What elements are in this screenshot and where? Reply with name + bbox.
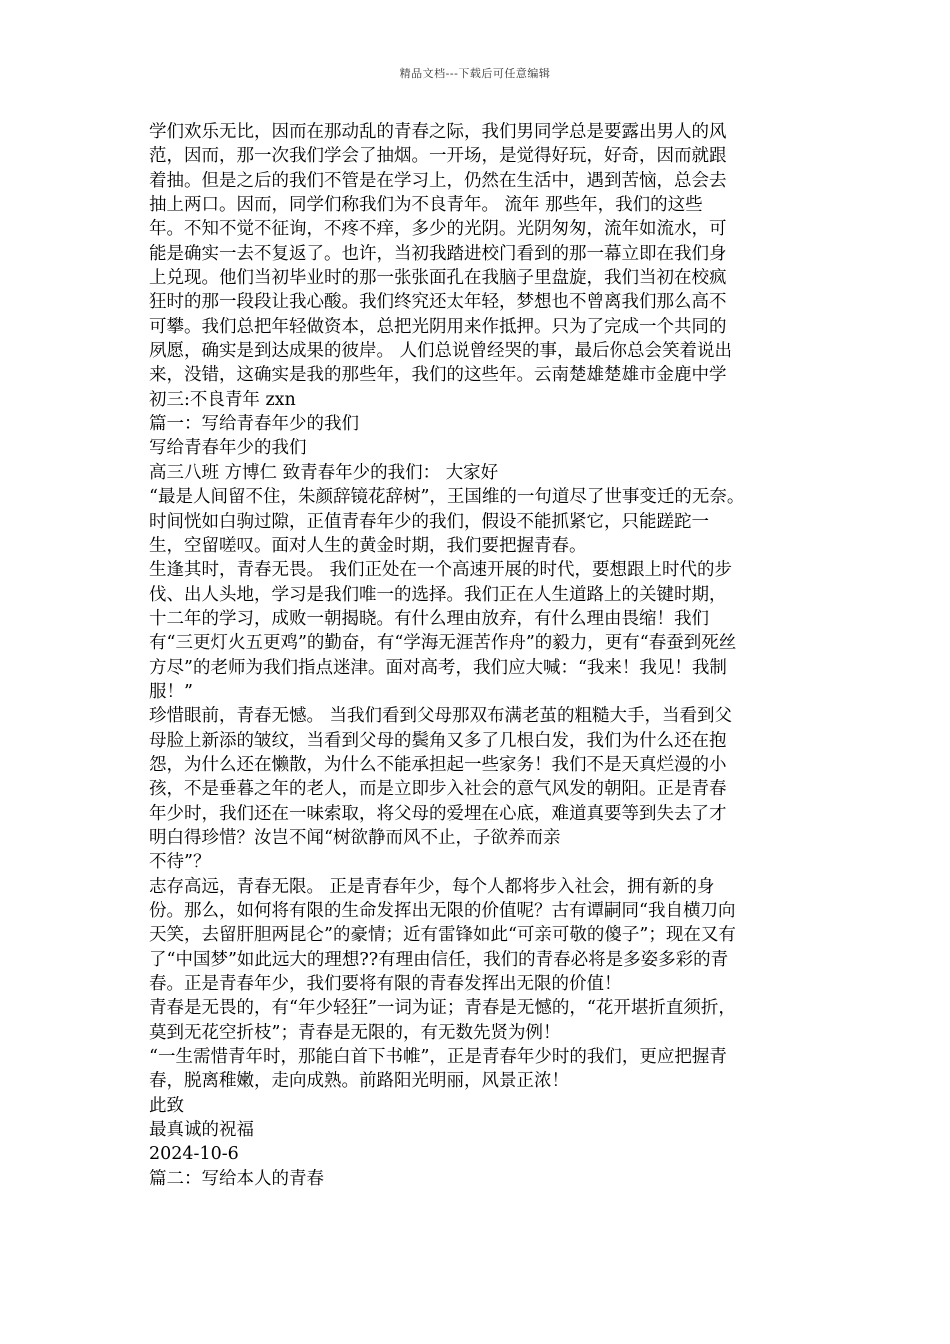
body-text-line: 志存高远，青春无限。 正是青春年少，每个人都将步入社会，拥有新的身 — [149, 876, 715, 897]
body-text-line: 此致 — [149, 1095, 184, 1116]
body-text-line: 来，没错，这确实是我的那些年，我们的这些年。云南楚雄楚雄市金鹿中学 — [149, 365, 727, 386]
body-text-line: 篇二：写给本人的青春 — [149, 1168, 324, 1189]
body-text-line: 夙愿，确实是到达成果的彼岸。 人们总说曾经哭的事，最后你总会笑着说出 — [149, 341, 733, 362]
body-text-line: 着抽。但是之后的我们不管是在学习上，仍然在生活中，遇到苦恼，总会去 — [149, 170, 727, 191]
body-text-line: 莫到无花空折枝”；青春是无限的，有无数先贤为例！ — [149, 1022, 561, 1043]
body-text-line: 方尽”的老师为我们指点迷津。面对高考，我们应大喊：“我来！我见！我制 — [149, 657, 727, 678]
body-text-line: 高三八班 方博仁 致青春年少的我们： 大家好 — [149, 462, 499, 483]
body-text-line: 年。不知不觉不征询，不疼不痒，多少的光阴。光阴匆匆，流年如流水，可 — [149, 219, 727, 240]
body-text-line: 份。那么，如何将有限的生命发挥出无限的价值呢？古有谭嗣同“我自横刀向 — [149, 901, 736, 921]
body-text-line: “一生需惜青年时，那能白首下书帷”，正是青春年少时的我们，更应把握青 — [149, 1047, 727, 1068]
body-text-line: 天笑，去留肝胆两昆仑”的豪情；近有雷锋如此“可亲可敬的傻子”；现在又有 — [149, 925, 736, 946]
body-text-line: 抽上两口。因而，同学们称我们为不良青年。 流年 那些年，我们的这些 — [149, 195, 703, 216]
body-text-line: 十二年的学习，成败一朝揭晓。有什么理由放弃，有什么理由畏缩！我们 — [149, 608, 709, 629]
body-text-line: 狂时的那一段段让我心酸。我们终究还太年轻，梦想也不曾离我们那么高不 — [149, 292, 727, 313]
body-text-line: 范，因而，那一次我们学会了抽烟。一开场，是觉得好玩，好奇，因而就跟 — [149, 146, 727, 167]
body-text-line: 珍惜眼前，青春无憾。 当我们看到父母那双布满老茧的粗糙大手，当看到父 — [149, 706, 733, 727]
body-text-line: 服！” — [149, 681, 193, 702]
document-body — [149, 120, 797, 1191]
body-text-line: 能是确实一去不复返了。也许，当初我踏进校门看到的那一幕立即在我们身 — [149, 243, 727, 264]
body-text-line: 写给青春年少的我们 — [149, 438, 307, 459]
body-text-line: 春，脱离稚嫩，走向成熟。前路阳光明丽，风景正浓！ — [149, 1071, 569, 1092]
page-header: 精品文档---下载后可任意编辑 — [399, 67, 551, 80]
body-text-line: 生逢其时，青春无畏。 我们正处在一个高速开展的时代，要想跟上时代的步 — [149, 560, 733, 581]
body-text-line: 上兑现。他们当初毕业时的那一张张面孔在我脑子里盘旋，我们当初在校疯 — [149, 268, 727, 289]
body-text-line: 年少时，我们还在一味索取，将父母的爱埋在心底，难道真要等到失去了才 — [149, 803, 727, 824]
body-text-line: 2024-10-6 — [149, 1144, 239, 1165]
body-text-line: 初三:不良青年 zxn — [149, 389, 296, 410]
body-text-line: 孩，不是垂暮之年的老人，而是立即步入社会的意气风发的朝阳。正是青春 — [149, 779, 727, 800]
body-text-line: 明白得珍惜？汝岂不闻“树欲静而风不止，子欲养而亲 — [149, 827, 561, 848]
body-text-line: 有“三更灯火五更鸡”的勤奋，有“学海无涯苦作舟”的毅力，更有“春蚕到死丝 — [149, 633, 737, 654]
body-text-line: 时间恍如白驹过隙，正值青春年少的我们，假设不能抓紧它，只能蹉跎一 — [149, 511, 709, 532]
body-text-line: 学们欢乐无比，因而在那动乱的青春之际，我们男同学总是要露出男人的风 — [149, 122, 727, 142]
body-text-line: “最是人间留不住，朱颜辞镜花辞树”，王国维的一句道尽了世事变迁的无奈。 — [149, 487, 745, 508]
body-text-line: 不待”？ — [149, 852, 211, 873]
body-text-line: 青春是无畏的，有“年少轻狂”一词为证；青春是无憾的，“花开堪折直须折， — [149, 998, 736, 1019]
body-text-line: 怨，为什么还在懒散，为什么不能承担起一些家务！我们不是天真烂漫的小 — [149, 754, 727, 775]
body-text-line: 生，空留嗟叹。面对人生的黄金时期，我们要把握青春。 — [149, 535, 587, 556]
body-text-line: 母脸上新添的皱纹，当看到父母的鬓角又多了几根白发，我们为什么还在抱 — [149, 730, 727, 751]
body-text-line: 可攀。我们总把年轻做资本，总把光阴用来作抵押。只为了完成一个共同的 — [149, 316, 727, 337]
body-text-line: 最真诚的祝福 — [149, 1120, 254, 1141]
body-text-line: 伐、出人头地，学习是我们唯一的选择。我们正在人生道路上的关键时期， — [149, 584, 727, 605]
body-text-line: 了“中国梦”如此远大的理想??有理由信任，我们的青春必将是多姿多彩的青 — [149, 949, 729, 970]
body-text-line: 春。正是青春年少，我们要将有限的青春发挥出无限的价值！ — [149, 974, 622, 995]
body-text-line: 篇一：写给青春年少的我们 — [149, 414, 359, 435]
